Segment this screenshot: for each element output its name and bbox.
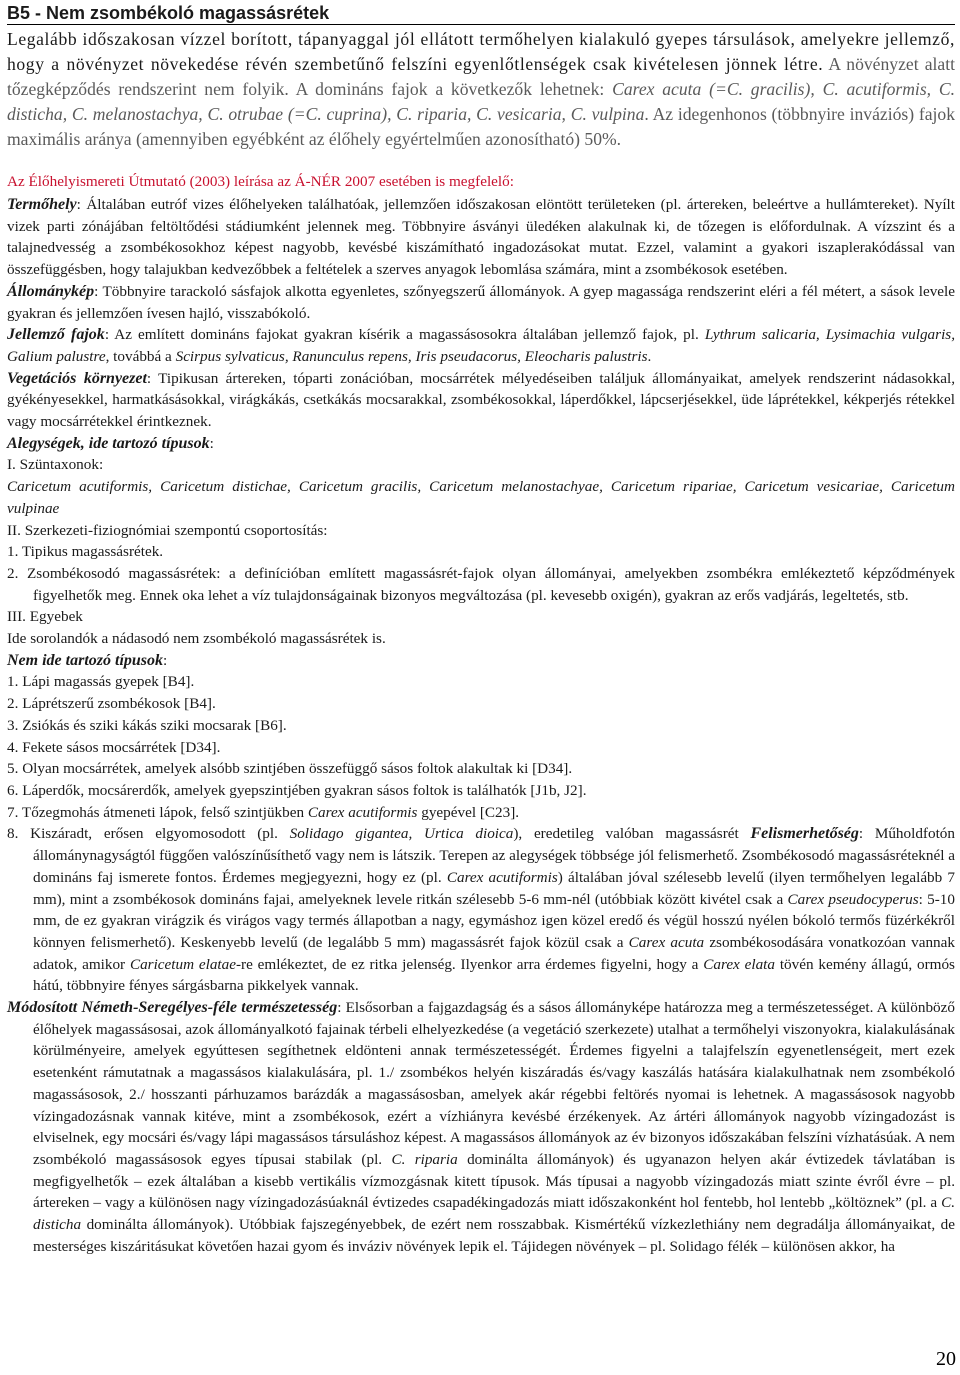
excluded-item-7-b: gyepével [C23]. <box>417 803 520 821</box>
species-mod-2: C. disticha <box>33 1194 955 1234</box>
excluded-item-6: 6. Láperdők, mocsárerdők, amelyek gyepszintjében gyakran sásos foltok is találhatók [J1b, J2]. <box>7 781 587 799</box>
section-allomanykep <box>7 281 955 324</box>
text-felismerhetoseg-a: : Műholdfotón állománynagyságtól függően valószínűsíthető vagy nem is látszik. Terepen az alegységek többsége jól felismerhető. Zsombékosodó magassásréteknél a domináns faj ismerete fontos. Érdemes megjegyezni, hogy ez (pl. <box>33 825 955 886</box>
page-title: B5 - Nem zsombékoló magassásrétek <box>7 0 955 25</box>
heading-modositott: Módosított Németh-Seregélyes-féle természetesség <box>7 999 338 1017</box>
excluded-item-7 <box>7 802 955 824</box>
dominant-species: Carex acuta (=C. gracilis), C. acutiformis, C. disticha, C. melanostachya, C. otrubae (=C. cuprina), C. riparia, C. vesicaria, C. vulpina <box>7 79 955 124</box>
excluded-item-7-species: Carex acutiformis <box>307 803 418 821</box>
species-felis-1: Carex acutiformis <box>446 868 558 886</box>
text-felismerhetoseg-c: : 5-10 mm, de ez gyakran virágzik és virágos vagy termés állapotban a nagy, egymáshoz igen közel eredő és végül hosszú nyélen bókoló termős füzérkékről könnyen felismerhető). Keskenyebb levelű (de legalább 5 mm) magassásrét fajok közül csak a <box>33 890 955 951</box>
heading-vegetacios: Vegetációs környezet <box>7 369 147 387</box>
document-page <box>7 0 955 1257</box>
species-felis-4: Caricetum elatae <box>129 955 236 973</box>
species-felis-2: Carex pseudocyperus <box>787 890 919 908</box>
excluded-item-3: 3. Zsiókás és sziki kákás sziki mocsarak [B6]. <box>7 716 287 734</box>
species-felis-5: Carex elata <box>703 955 775 973</box>
excluded-item-1: 1. Lápi magassás gyepek [B4]. <box>7 673 195 691</box>
text-felismerhetoseg-e: -re emlékeztet, de ez ritka jelenség. Ilyenkor arra érdemes figyelni, hogy a <box>235 955 704 973</box>
text-jellemzo-end: . <box>647 347 652 365</box>
syntaxa-list: Caricetum acutiformis, Caricetum distichae, Caricetum gracilis, Caricetum melanostachyae, Caricetum ripariae, Caricetum vesicariae, Caricetum vulpinae <box>7 478 955 517</box>
page-number: 20 <box>936 1348 956 1370</box>
section-nem-ide <box>7 650 955 997</box>
text-jellemzo: : Az említett domináns fajokat gyakran kísérik a magassásosokra általában jellemző fajok, pl. <box>104 326 705 344</box>
excluded-item-4: 4. Fekete sásos mocsárrétek [D34]. <box>7 738 221 756</box>
heading-alegysegek: Alegységek, ide tartozó típusok <box>7 434 210 452</box>
section-jellemzo <box>7 324 955 367</box>
species-list-1: Lythrum salicaria, Lysimachia vulgaris, Galium palustre <box>7 326 955 365</box>
section-modositott <box>7 997 955 1257</box>
species-list-2: Scirpus sylvaticus, Ranunculus repens, Iris pseudacorus, Eleocharis palustris <box>175 347 648 365</box>
intro-text-1: Legalább időszakosan vízzel borított, tápanyaggal jól ellátott termőhelyen kialakuló gyepes társulások, amelyekre jellemző, hogy a növényzet növekedése révén szembetűnő felszíni egyenlőtlenségek csak kivételesen jönnek létre. <box>7 29 955 74</box>
heading-allomanykep: Állománykép <box>7 282 95 300</box>
reference-note: Az Élőhelyismereti Útmutató (2003) leírása az Á-NÉR 2007 esetében is megfelelő: <box>7 173 514 190</box>
heading-felismerhetoseg: Felismerhetőség <box>750 825 859 843</box>
excluded-item-7-a: 7. Tőzegmohás átmeneti lápok, felső szintjükben <box>7 803 308 821</box>
grouping-item-2: 2. Zsombékosodó magassásrétek: a definícióban említett magassásrét-fajok olyan állományai, amelyekben zsombékra emlékeztető képződmények figyelhetők meg. Ennek oka lehet a víz tulajdonságainak bizonyos megváltozása (pl. kevesebb oxigén), gyakran az erős vadjárás, legeltetés, stb. <box>7 564 955 604</box>
intro-paragraph <box>7 27 955 152</box>
excluded-item-2: 2. Láprétszerű zsombékosok [B4]. <box>7 695 216 713</box>
text-allomanykep: : Többnyire tarackoló sásfajok alkotta egyenletes, szőnyegszerű állományok. A gyep magassága rendszerint eléri a fél métert, a sások levele gyakran és jellemzően ívesen hajló, visszabókoló. <box>7 282 955 322</box>
section-termohely <box>7 194 955 281</box>
heading-jellemzo: Jellemző fajok <box>7 326 105 344</box>
text-vegetacios: : Tipikusan ártereken, tóparti zonációban, mocsárrétek mélyedéseiben találjuk állományaikat, amelyek rendszerint nádasokkal, gyékényesekkel, harmatkásásokkal, virágkákás, csetkákás mocsarakkal, zsombékosokkal, láperdőkkel, lápcserjésekkel, üde láprétekkel, kékperjés rétekkel vagy mocsárrétekkel érintkeznek. <box>7 369 956 431</box>
species-mod-1: C. riparia <box>391 1150 458 1168</box>
excluded-item-8-a: 8. Kiszáradt, erősen elgyomosodott (pl. <box>7 825 290 843</box>
other-text: Ide sorolandók a nádasodó nem zsombékoló magassásrétek is. <box>7 630 386 648</box>
section-vegetacios <box>7 368 955 433</box>
colon-alegysegek: : <box>209 434 214 452</box>
excluded-item-5: 5. Olyan mocsárrétek, amelyek alsóbb szintjében összefüggő sásos foltok alakultak ki [D34]. <box>7 760 573 778</box>
heading-termohely: Termőhely <box>7 196 77 213</box>
text-modositott-b: dominálta állományok) és ugyanazon helyen akár évtizedek távlatában is megfigyelhetők – ezek általában a kisebb vertikális vízmozgásnak kitett típusok. Más típusai a nagyobb vízingadozás miatt szinte évről évre – pl. ártereken – vagy a különösen nagy vízingadozásúaknál évtizedes csapadékingadozás miatt időszakonként hol fentebb, hol lentebb „költöznek” (pl. a <box>33 1150 956 1212</box>
species-felis-3: Carex acuta <box>628 933 705 951</box>
heading-nem-ide: Nem ide tartozó típusok <box>7 651 164 669</box>
colon-nem-ide: : <box>163 651 168 669</box>
syntaxa-label: I. Szüntaxonok: <box>7 456 104 474</box>
text-modositott-a: : Elsősorban a fajgazdagság és a sásos állományképe határozza meg a természetességet. A különböző élőhelyek magassásosai, azok állományalkotó fajainak térbeli elhelyezkedése (a vegetáció szerkezete) utalhat a termőhelyi viszonyokra, kialakulásának körülményeire, amelyek egyúttesen segíthetnek eldönteni annak természetességét. Érdemes figyelni a talajfelszín egyenetlenségeit, mert ezek esetenként rámutatnak a magassásos kialakulására, pl. 1./ zsombékos helyén kiszáradás és/vagy kaszálás hatására kialakulhatnak nem zsombékoló magassásosok, 2./ hosszanti párhuzamos barázdák a magassásosban, amelyek akár régebbi feltörés nyomai is lehetnek. A magassásosok nagyobb vízingadozásnak vannak kitéve, mint a zsombékosok, ezért a vízhiányra kevésbé érzékenyek. Az ártéri állományok nagyobb vízingadozást is elviselnek, egy mocsári és/vagy lápi magassásos társuláshoz képest. A magassásos állományok az év bizonyos időszakában felszíni vízhatásúak. A nem zsombékoló magassásosok egyes típusai stabilak (pl. <box>33 999 955 1168</box>
intro-text-3: . Az idegenhonos (többnyire inváziós) fajok maximális aránya (amennyiben egyébként az élőhely egyértelműen azonosítható) 50%. <box>7 104 956 149</box>
text-felismerhetoseg-b: ) általában jóval szélesebb levelű (ilyen termőhelyen legalább 7 mm), mint a zsombékosok domináns fajai, amelyeknek levele ritkán szélesebb 5-6 mm-nél (utóbbiak között kivétel csak a <box>33 868 956 908</box>
intro-text-2: A növényzet alatt tőzegképződés rendszerint nem folyik. A domináns fajok a következők lehetnek: <box>7 54 955 99</box>
excluded-item-8-species: Solidago gigantea, Urtica dioica <box>289 825 514 843</box>
excluded-item-8-b: ), eredetileg valóban magassásrét <box>513 825 751 843</box>
text-felismerhetoseg-f: tövén kemény állagú, ormós hátú, többnyire fényes sárgásbarna pikkelyek vannak. <box>33 955 955 995</box>
grouping-item-1: 1. Tipikus magassásrétek. <box>7 543 164 561</box>
text-jellemzo-mid: , továbbá a <box>105 347 176 365</box>
text-termohely: : Általában eutróf vizes élőhelyeken találhatóak, jellemzően időszakosan elöntött területeken (pl. ártereken, beleértve a hullámtereket). Nyílt vizek parti zónájában feltöltődési stádiumként jelennek meg. Többnyire ásványi üledéken alakulnak ki, de tőzegen is előfordulnak. A vízszint és a talajnedvesség a zsombékosokhoz képest nagyobb, kevésbé kiszámítható ingadozásokat mutat. Ezzel, valamint a gyakori iszaplerakódással van összefüggésben, hogy talajukban kedvezőbbek a feltételek a szerves anyagok lebomlása számára, mint a zsombékosok esetében. <box>7 196 955 279</box>
excluded-item-8 <box>7 823 955 997</box>
other-label: III. Egyebek <box>7 608 83 626</box>
text-modositott-c: dominálta állományok). Utóbbiak fajszegényebbek, de ezért nem rosszabbak. Kismértékű vízkezlethiány nem degradálja állományaikat, de mesterséges kiszáritásukat követően hazai gyom és inváziv növények lepik el. Tájidegen növények – pl. Solidago félék – különösen akkor, ha <box>33 1216 955 1255</box>
section-alegysegek <box>7 433 955 650</box>
grouping-label: II. Szerkezeti-fiziognómiai szempontú csoportosítás: <box>7 521 328 539</box>
text-felismerhetoseg-d: zsombékosodására vonatkozóan vannak adatok, amikor <box>33 933 955 973</box>
